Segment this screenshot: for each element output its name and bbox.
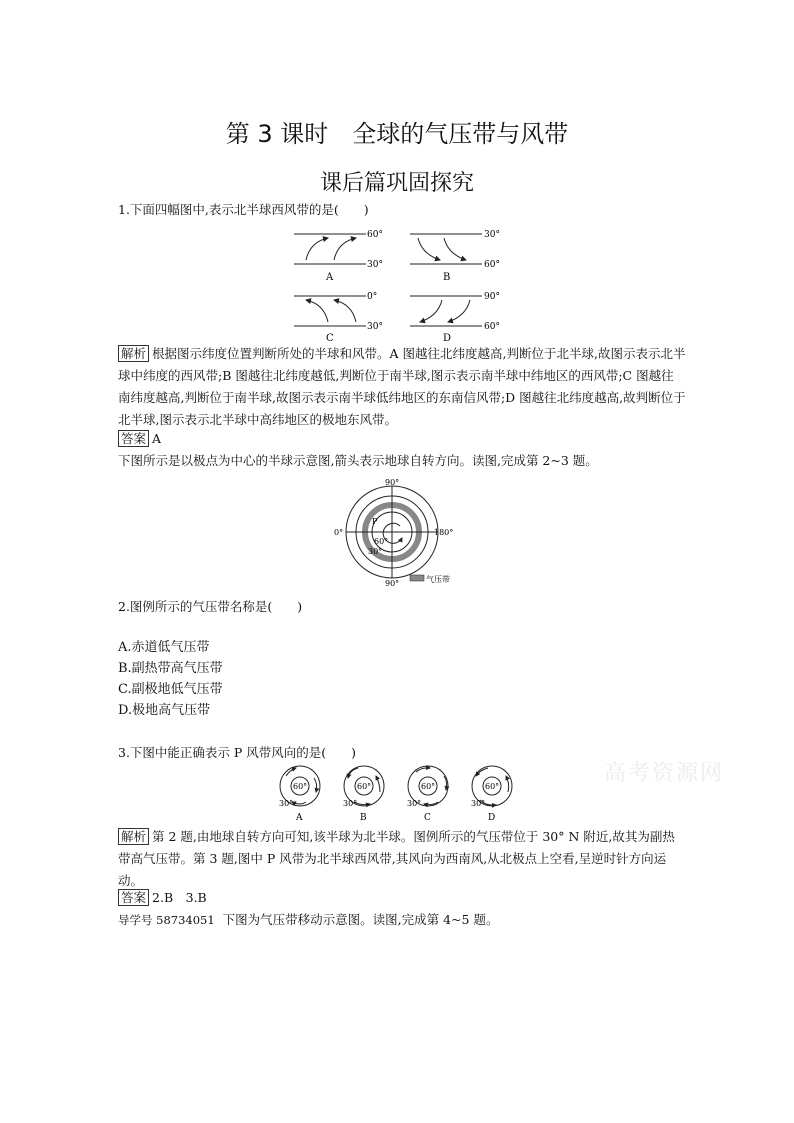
q3-c-label: C [424, 813, 431, 823]
diagram-b-label: B [443, 272, 451, 283]
diagram-d-top: 90° [484, 292, 500, 302]
q3-b-out: 30° [343, 799, 358, 808]
diagram-c [294, 292, 383, 344]
q3-b-label: B [360, 813, 367, 823]
polar-right-label: 180° [434, 528, 454, 537]
question-3-figures [276, 762, 526, 824]
diagram-d [410, 292, 500, 344]
diagram-b [410, 230, 500, 283]
q3-d-out: 30° [471, 799, 486, 808]
question-1-stem: 1.下面四幅图中,表示北半球西风带的是( ) [118, 202, 369, 217]
q3-a-out: 30° [279, 799, 294, 808]
question-2-option-d[interactable]: D.极地高气压带 [118, 703, 211, 718]
polar-30-label: 30° [368, 547, 383, 556]
diagram-a-bottom: 30° [367, 260, 383, 270]
diagram-a-top: 60° [367, 230, 383, 240]
page-title: 第 3 课时 全球的气压带与风带 [225, 120, 569, 148]
analysis-text: 第 2 题,由地球自转方向可知,该半球为北半球。图例所示的气压带位于 30° N 附近,故其为副热带高气压带。第 3 题,图中 P 风带为北半球西风带,其风向为西南风,从北极点上空看,呈逆时针方向运动。 [118, 829, 675, 888]
q3-figure-c [407, 766, 448, 823]
question-2-option-a[interactable]: A.赤道低气压带 [118, 640, 210, 655]
questions-2-3-answer [118, 887, 207, 909]
question-1-wind-diagrams [288, 224, 518, 344]
question-1-answer [118, 428, 161, 450]
q3-c-in: 60° [421, 782, 436, 791]
guide-line [118, 909, 498, 931]
diagram-a-label: A [326, 272, 334, 283]
answer-text: A [152, 431, 162, 446]
question-2-option-c[interactable]: C.副极地低气压带 [118, 682, 223, 697]
intro-questions-2-3: 下图所示是以极点为中心的半球示意图,箭头表示地球自转方向。读图,完成第 2~3 题。 [118, 453, 598, 468]
questions-2-3-analysis [118, 826, 686, 892]
polar-bottom-label: 90° [385, 579, 400, 588]
answer-tag: 答案 [118, 430, 149, 447]
answer-text: 2.B 3.B [152, 890, 207, 905]
polar-top-label: 90° [385, 478, 400, 487]
diagram-d-bottom: 60° [484, 322, 500, 332]
polar-60-label: 60° [374, 537, 389, 546]
guide-text: 下图为气压带移动示意图。读图,完成第 4~5 题。 [222, 912, 499, 927]
analysis-text: 根据图示纬度位置判断所处的半球和风带。A 图越往北纬度越高,判断位于北半球,故图示表示北半球中纬度的西风带;B 图越往北纬度越低,判断位于南半球,图示表示南半球中纬地区的西风带;C 图越往南纬度越高,判断位于南半球,故图示表示南半球低纬地区的东南信风带;D 图越往北纬度越高,故判断位于北半球,图示表示北半球中高纬地区的极地东风带。 [118, 346, 686, 427]
answer-tag: 答案 [118, 889, 149, 906]
q3-figure-d [471, 766, 512, 823]
diagram-b-top: 30° [484, 230, 500, 240]
analysis-tag: 解析 [118, 345, 149, 362]
diagram-c-bottom: 30° [367, 322, 383, 332]
q3-figure-a [279, 766, 320, 823]
guide-number: 导学号 58734051 [118, 913, 215, 927]
diagram-c-label: C [326, 333, 334, 344]
q3-d-label: D [488, 813, 496, 823]
q3-a-in: 60° [293, 782, 308, 791]
diagram-b-bottom: 60° [484, 260, 500, 270]
analysis-tag: 解析 [118, 828, 149, 845]
diagram-c-top: 0° [367, 292, 378, 302]
watermark: 高考资源网 [604, 761, 725, 786]
polar-left-label: 0° [334, 528, 344, 537]
question-1-analysis [118, 343, 686, 431]
polar-legend-label: 气压带 [426, 575, 450, 584]
diagram-d-label: D [443, 333, 452, 344]
question-2-stem: 2.图例所示的气压带名称是( ) [118, 599, 303, 614]
legend-swatch [410, 575, 424, 581]
q3-b-in: 60° [357, 782, 372, 791]
q3-d-in: 60° [485, 782, 500, 791]
question-3-stem: 3.下图中能正确表示 P 风带风向的是( ) [118, 745, 357, 760]
question-2-option-b[interactable]: B.副热带高气压带 [118, 661, 223, 676]
diagram-a [294, 230, 383, 283]
polar-hemisphere-figure [330, 476, 470, 588]
polar-p-label: P [372, 517, 378, 526]
q3-c-out: 30° [407, 799, 422, 808]
q3-a-label: A [296, 813, 303, 823]
q3-figure-b [343, 766, 384, 823]
page-subtitle: 课后篇巩固探究 [319, 171, 474, 196]
